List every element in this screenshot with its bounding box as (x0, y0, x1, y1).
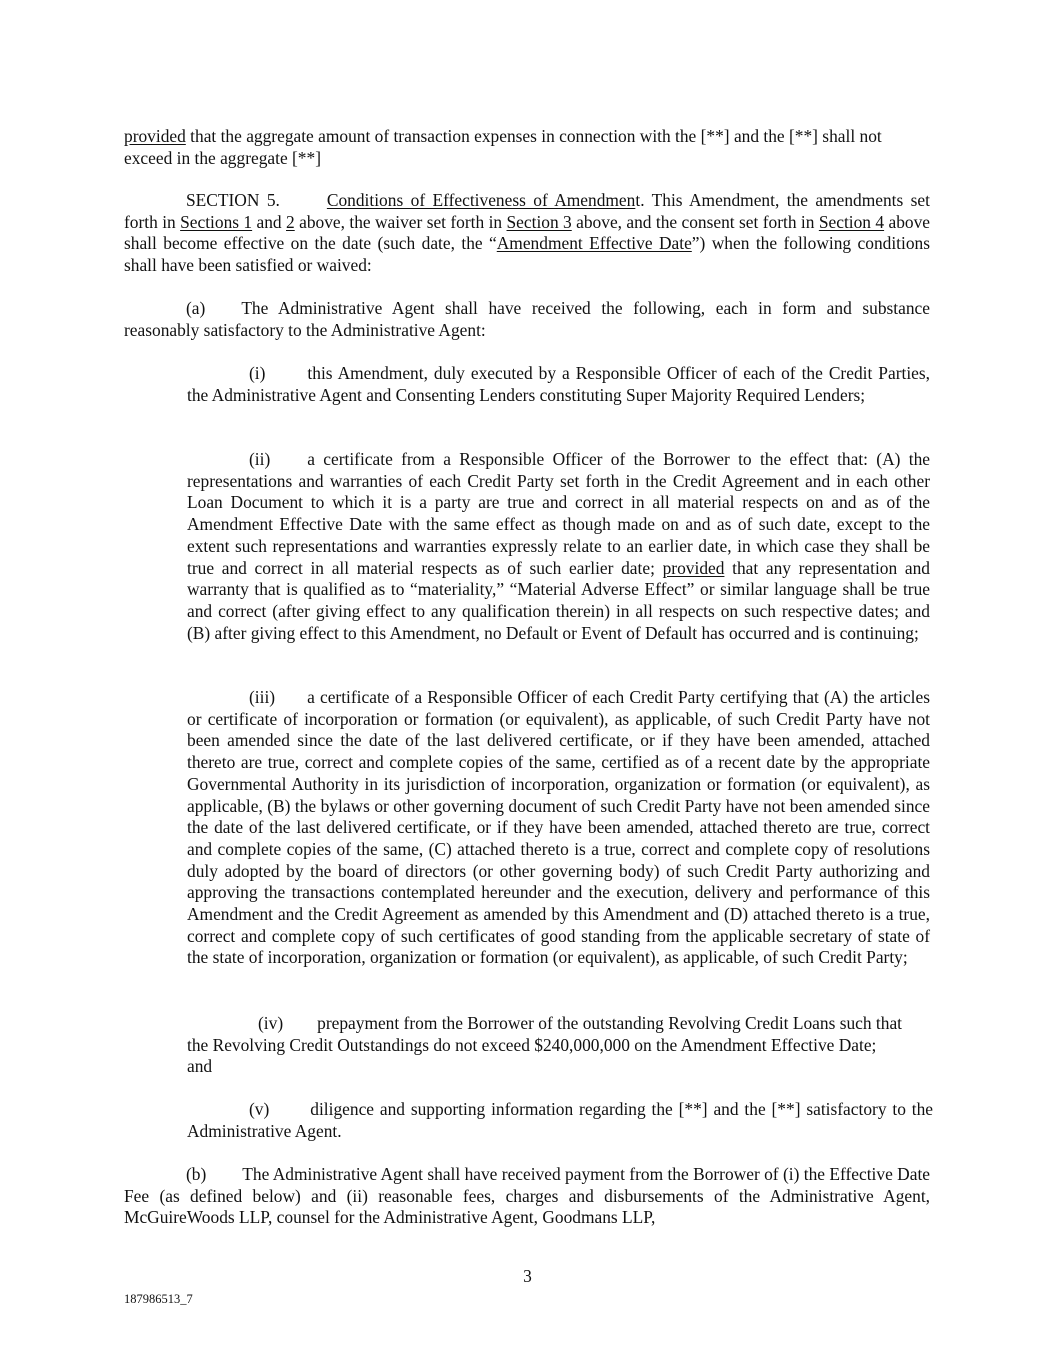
clause-i (187, 363, 930, 406)
clause-i-text: this Amendment, duly executed by a Responsible Officer of each of the Credit Parties, the Administrative Agent and Consenting Lenders constituting Super Majority Required Lenders; (187, 363, 930, 405)
clause-iv-label: (iv) (258, 1013, 284, 1033)
section-5-heading: Conditions of Effectiveness of Amendmen (326, 190, 636, 210)
clause-iv-text: prepayment from the Borrower of the outstanding Revolving Credit Loans such that the Revolving Credit Outstandings do not exceed $240,000,000 on the Amendment Effective Date; and (187, 1013, 902, 1077)
clause-iv (187, 1013, 903, 1078)
document-id: 187986513_7 (124, 1292, 193, 1306)
clause-b (124, 1164, 930, 1229)
clause-i-label: (i) (249, 363, 266, 383)
clause-v-label: (v) (249, 1099, 270, 1119)
provided-term: provided (662, 557, 725, 578)
amendment-effective-date-term: Amendment Effective Date (496, 233, 692, 254)
clause-v (187, 1099, 933, 1142)
clause-v-text: diligence and supporting information regarding the [**] and the [**] satisfactory to the Administrative Agent. (187, 1099, 933, 1141)
clause-iii-label: (iii) (249, 687, 276, 707)
page-number: 3 (523, 1266, 532, 1286)
clause-a-label: (a) (186, 298, 206, 318)
sections-1-reference: Sections 1 (180, 211, 253, 232)
clause-ii-label: (ii) (249, 449, 271, 469)
provided-term: provided (124, 126, 186, 146)
clause-ii: (ii) a certificate from a Responsible Officer of the Borrower to the effect that: (A) the representations and warranties of each Credit Party set forth in the Credit Agreement and in each other Loan Document to which it is a party are true and correct in all material respects on and as of the Amendment Effective Date with the same effect as though made on and as of such date, except to the extent such representations and warranties expressly relate to an earlier date, in which case they shall be true and correct in all material respects as of such earlier date; provided that any representation and warranty that is qualified as to “materiality,” “Material Adverse Effect” or similar language shall be true and correct (after giving effect to any qualification therein) in all respects on such respective dates; and (B) after giving effect to this Amendment, no Default or Event of Default has occurred and is continuing; (187, 449, 930, 643)
clause-b-label: (b) (186, 1164, 207, 1184)
clause-iii (187, 687, 930, 969)
section-5-paragraph: SECTION 5. Conditions of Effectiveness of Amendment. This Amendment, the amendments set forth in Sections 1 and 2 above, the waiver set forth in Section 3 above, and the consent set forth in Section 4 above shall become effective on the date (such date, the “Amendment Effective Date”) when the following conditions shall have been satisfied or waived: (124, 190, 931, 276)
section-3-reference: Section 3 (506, 211, 572, 232)
section-2-reference: 2 (286, 211, 295, 232)
section-5-number: SECTION 5. (186, 190, 280, 210)
clause-iii-text: a certificate of a Responsible Officer of each Credit Party certifying that (A) the articles or certificate of incorporation or formation (or equivalent), as applicable, of such Credit Party have not been amended since the date of the last delivered certificate, or if they have been amended, attached thereto are true, correct and complete copies of the same, certified as of a recent date by the appropriate Governmental Authority in its jurisdiction of incorporation, organization or formation (or equivalent), as applicable, (B) the bylaws or other governing document of such Credit Party have not been amended since the date of the last delivered certificate, or if they have been amended, attached thereto are true, correct and complete copies of the same, (C) attached thereto is a true, correct and complete copy of resolutions duly adopted by the board of directors (or other governing body) of such Credit Party authorizing and approving the transactions contemplated hereunder and the execution, delivery and performance of this Amendment and the Credit Agreement as amended by this Amendment and (D) attached thereto is a true, correct and complete copy of such certificates of good standing from the applicable secretary of state of the state of incorporation, organization or formation (or equivalent), as applicable, of such Credit Party; (187, 687, 930, 968)
paragraph-provided: provided that the aggregate amount of transaction expenses in connection with the [**] and the [**] shall not exceed in the aggregate [**] (124, 126, 882, 168)
clause-a-text: The Administrative Agent shall have received the following, each in form and substance reasonably satisfactory to the Administrative Agent: (124, 298, 930, 340)
section-4-reference: Section 4 (818, 211, 885, 232)
clause-b-text: The Administrative Agent shall have received payment from the Borrower of (i) the Effective Date Fee (as defined below) and (ii) reasonable fees, charges and disbursements of the Administrative Agent, McGuireWoods LLP, counsel for the Administrative Agent, Goodmans LLP, (124, 1164, 930, 1228)
clause-a (124, 298, 930, 341)
